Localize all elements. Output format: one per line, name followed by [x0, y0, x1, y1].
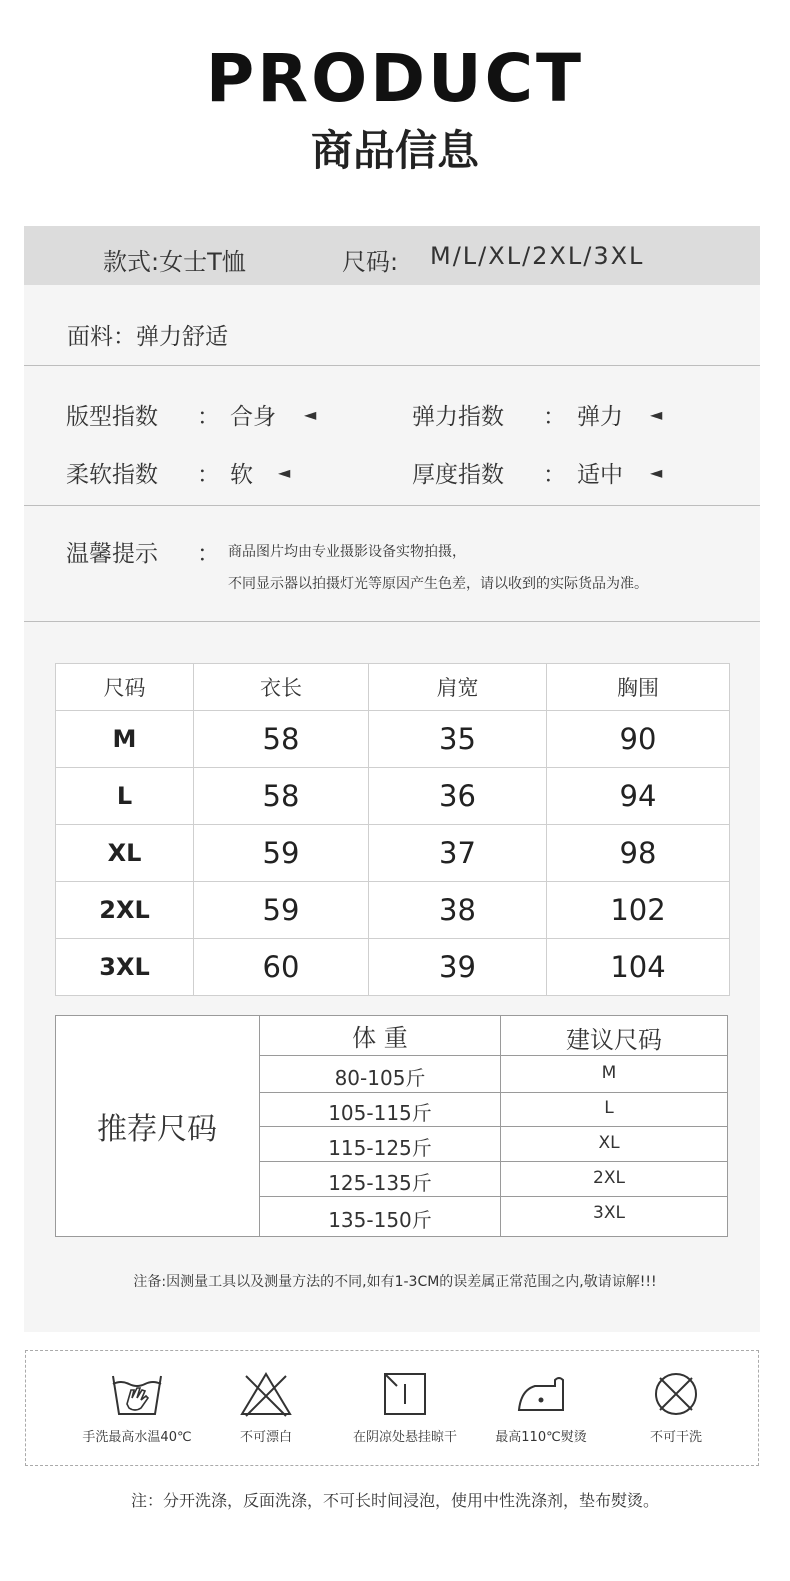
- row-divider: [260, 1055, 728, 1056]
- colon: ：: [197, 541, 220, 567]
- size-table: [55, 663, 730, 996]
- divider: [24, 505, 760, 506]
- colon: ：: [543, 462, 566, 488]
- care-item: [191, 1370, 341, 1445]
- stretch-label: 弹力指数: [412, 404, 504, 430]
- weight-cell: 105-115斤: [328, 1101, 432, 1125]
- table-cell: 90: [547, 711, 730, 768]
- fit-value: 合身: [230, 404, 276, 430]
- care-item: [330, 1370, 480, 1445]
- title-cn: 商品信息: [310, 126, 479, 175]
- no-bleach-icon: [238, 1370, 294, 1418]
- weight-cell: 125-135斤: [328, 1171, 432, 1195]
- weight-header: 体 重: [352, 1024, 408, 1052]
- size-list: M/L/XL/2XL/3XL: [430, 242, 645, 270]
- table-cell: 3XL: [56, 939, 194, 996]
- size-cell: L: [604, 1098, 614, 1118]
- thick-marker-icon: ◄: [650, 463, 663, 482]
- size-header: 建议尺码: [566, 1026, 662, 1054]
- row-divider: [260, 1092, 728, 1093]
- table-cell: 58: [194, 768, 369, 825]
- table-header: 衣长: [194, 664, 369, 711]
- table-header: 尺码: [56, 664, 194, 711]
- table-cell: 35: [369, 711, 547, 768]
- soft-label: 柔软指数: [66, 462, 158, 488]
- table-cell: 2XL: [56, 882, 194, 939]
- table-cell: 102: [547, 882, 730, 939]
- table-cell: 36: [369, 768, 547, 825]
- style-text: 款式:女士T恤: [103, 248, 246, 276]
- divider: [24, 621, 760, 622]
- recommend-label: 推荐尺码: [55, 1015, 260, 1237]
- fit-marker-icon: ◄: [304, 405, 317, 424]
- thick-value: 适中: [577, 462, 623, 488]
- table-cell: 38: [369, 882, 547, 939]
- care-label: 在阴凉处悬挂晾干: [352, 1430, 457, 1445]
- soft-value: 软: [230, 462, 253, 488]
- table-cell: 59: [194, 825, 369, 882]
- table-row: [56, 825, 730, 882]
- colon: ：: [197, 404, 220, 430]
- no-dry-clean-icon: [648, 1370, 704, 1418]
- measurement-note: 注备:因测量工具以及测量方法的不同,如有1-3CM的误差属正常范围之内,敬请谅解!!!: [133, 1274, 657, 1290]
- table-cell: L: [56, 768, 194, 825]
- table-cell: 37: [369, 825, 547, 882]
- title-en: PRODUCT: [205, 40, 585, 117]
- care-label: 不可干洗: [649, 1430, 702, 1445]
- size-label: 尺码:: [342, 248, 399, 276]
- table-cell: 59: [194, 882, 369, 939]
- table-cell: 98: [547, 825, 730, 882]
- table-cell: 58: [194, 711, 369, 768]
- tips-line2: 不同显示器以拍摄灯光等原因产生色差，请以收到的实际货品为准。: [228, 576, 648, 592]
- divider: [24, 365, 760, 366]
- care-item: [62, 1370, 212, 1445]
- size-cell: 3XL: [593, 1203, 625, 1223]
- tips-label: 温馨提示: [66, 541, 158, 567]
- soft-marker-icon: ◄: [278, 463, 291, 482]
- weight-cell: 80-105斤: [334, 1066, 426, 1090]
- care-label: 不可漂白: [239, 1430, 292, 1445]
- table-cell: 39: [369, 939, 547, 996]
- thick-label: 厚度指数: [412, 462, 504, 488]
- table-header: 肩宽: [369, 664, 547, 711]
- table-row: [56, 768, 730, 825]
- table-row: [56, 882, 730, 939]
- size-cell: XL: [598, 1133, 620, 1153]
- weight-cell: 135-150斤: [328, 1208, 432, 1232]
- table-header-row: [56, 664, 730, 711]
- table-cell: XL: [56, 825, 194, 882]
- fit-label: 版型指数: [66, 404, 158, 430]
- line-dry-shade-icon: [377, 1370, 433, 1418]
- hand-wash-icon: [109, 1370, 165, 1418]
- weight-cell: 115-125斤: [328, 1136, 432, 1160]
- colon: ：: [543, 404, 566, 430]
- tips-line1: 商品图片均由专业摄影设备实物拍摄，: [228, 544, 466, 560]
- table-cell: 60: [194, 939, 369, 996]
- row-divider: [260, 1161, 728, 1162]
- stretch-value: 弹力: [577, 404, 623, 430]
- size-cell: M: [601, 1063, 617, 1083]
- row-divider: [260, 1196, 728, 1197]
- table-cell: M: [56, 711, 194, 768]
- row-divider: [260, 1126, 728, 1127]
- table-header: 胸围: [547, 664, 730, 711]
- fabric-text: 面料：弹力舒适: [67, 324, 228, 350]
- care-label: 手洗最高水温40℃: [82, 1430, 192, 1445]
- table-row: [56, 939, 730, 996]
- table-cell: 104: [547, 939, 730, 996]
- colon: ：: [197, 462, 220, 488]
- care-label: 最高110℃熨烫: [495, 1430, 587, 1445]
- care-footer-note: 注：分开洗涤，反面洗涤，不可长时间浸泡，使用中性洗涤剂，垫布熨烫。: [130, 1491, 659, 1510]
- care-item: [466, 1370, 616, 1445]
- care-item: [601, 1370, 751, 1445]
- size-cell: 2XL: [593, 1168, 625, 1188]
- table-row: [56, 711, 730, 768]
- table-cell: 94: [547, 768, 730, 825]
- stretch-marker-icon: ◄: [650, 405, 663, 424]
- iron-110-icon: [513, 1370, 569, 1418]
